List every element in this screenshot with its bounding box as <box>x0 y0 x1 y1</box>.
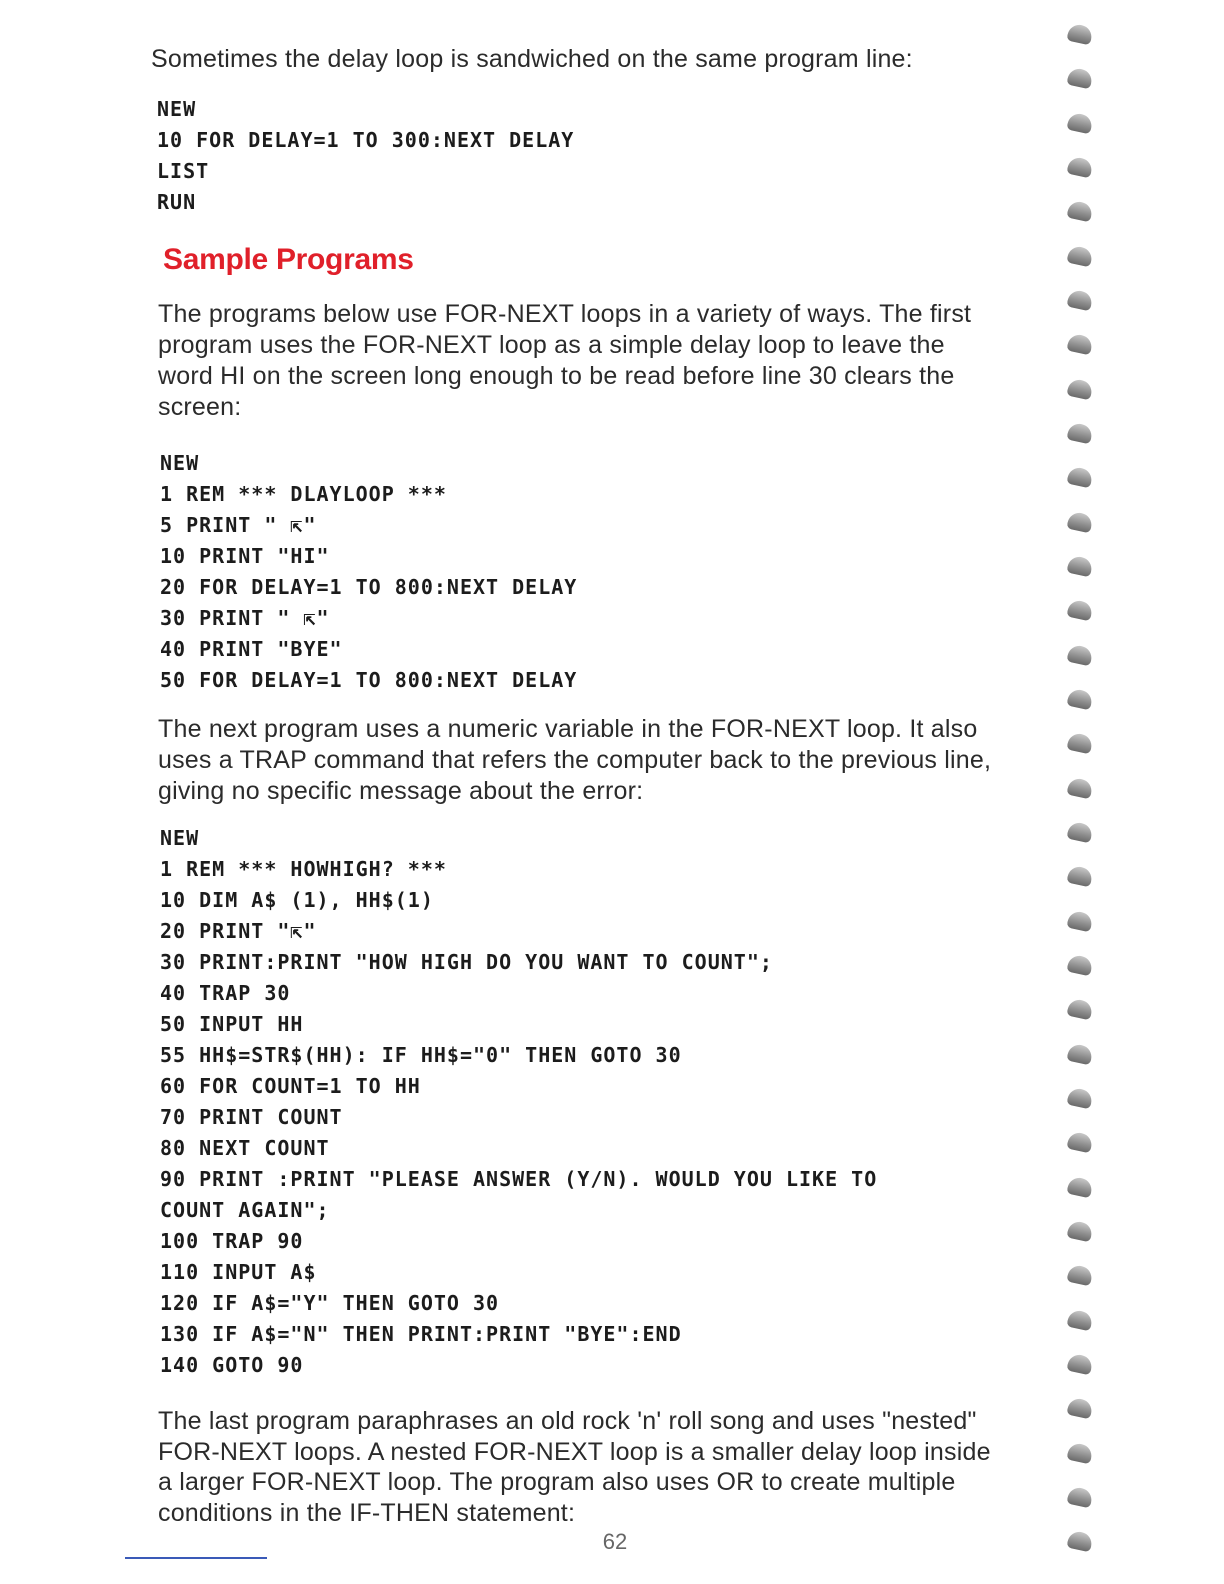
code-line: 110 INPUT A$ <box>160 1260 317 1284</box>
binding-ring-icon <box>1066 865 1093 888</box>
paragraph-3: The last program paraphrases an old rock 'n' roll song and uses "nested" FOR-NEXT loops. A nested FOR-NEXT loop is a smaller delay loop inside a larger FOR-NEXT loop. The program also uses OR to create multiple conditions in the IF-THEN statement: <box>158 1407 991 1527</box>
code-block-2 <box>160 448 577 696</box>
code-block-1 <box>157 94 574 218</box>
binding-ring-icon <box>1066 112 1093 135</box>
intro-text: Sometimes the delay loop is sandwiched on the same program line: <box>151 45 913 73</box>
code-line: 55 HH$=STR$(HH): IF HH$="0" THEN GOTO 30 <box>160 1043 682 1067</box>
binding-ring-icon <box>1066 422 1093 445</box>
binding-ring-icon <box>1066 1131 1093 1154</box>
binding-ring-icon <box>1066 599 1093 622</box>
binding-ring-icon <box>1066 23 1093 46</box>
binding-ring-icon <box>1066 1087 1093 1110</box>
binding-ring-icon <box>1066 555 1093 578</box>
binding-ring-icon <box>1066 200 1093 223</box>
binding-ring-icon <box>1066 732 1093 755</box>
code-line: 140 GOTO 90 <box>160 1353 304 1377</box>
binding-ring-icon <box>1066 67 1093 90</box>
code-line: 1 REM *** DLAYLOOP *** <box>160 482 447 506</box>
code-line: 120 IF A$="Y" THEN GOTO 30 <box>160 1291 500 1315</box>
code-line: 80 NEXT COUNT <box>160 1136 330 1160</box>
code-line: 100 TRAP 90 <box>160 1229 304 1253</box>
code-line: 30 PRINT " ⇱" <box>160 606 330 630</box>
binding-ring-icon <box>1066 1530 1093 1553</box>
binding-ring-icon <box>1066 1353 1093 1376</box>
binding-ring-icon <box>1066 466 1093 489</box>
section-heading: Sample Programs <box>163 243 414 276</box>
binding-ring-icon <box>1066 998 1093 1021</box>
binding-ring-icon <box>1066 245 1093 268</box>
code-line: 1 REM *** HOWHIGH? *** <box>160 857 447 881</box>
code-line: 130 IF A$="N" THEN PRINT:PRINT "BYE":END <box>160 1322 682 1346</box>
code-line: 30 PRINT:PRINT "HOW HIGH DO YOU WANT TO COUNT"; <box>160 950 773 974</box>
binding-ring-icon <box>1066 910 1093 933</box>
binding-ring-icon <box>1066 821 1093 844</box>
code-line: 50 FOR DELAY=1 TO 800:NEXT DELAY <box>160 668 578 692</box>
binding-ring-icon <box>1066 954 1093 977</box>
binding-ring-icon <box>1066 511 1093 534</box>
spiral-binding <box>1062 20 1102 1560</box>
binding-ring-icon <box>1066 156 1093 179</box>
code-line: 20 FOR DELAY=1 TO 800:NEXT DELAY <box>160 575 578 599</box>
code-line: 10 DIM A$ (1), HH$(1) <box>160 888 434 912</box>
binding-ring-icon <box>1066 289 1093 312</box>
code-line: 10 FOR DELAY=1 TO 300:NEXT DELAY <box>157 128 575 152</box>
code-line: COUNT AGAIN"; <box>160 1198 330 1222</box>
code-line: 40 PRINT "BYE" <box>160 637 343 661</box>
binding-ring-icon <box>1066 644 1093 667</box>
code-line: 50 INPUT HH <box>160 1012 304 1036</box>
paragraph-1: The programs below use FOR-NEXT loops in a variety of ways. The first program uses the FOR-NEXT loop as a simple delay loop to leave the word HI on the screen long enough to be read before line 30 clears the screen: <box>158 300 972 421</box>
code-line: 60 FOR COUNT=1 TO HH <box>160 1074 421 1098</box>
code-line: 70 PRINT COUNT <box>160 1105 343 1129</box>
binding-ring-icon <box>1066 777 1093 800</box>
code-line: 10 PRINT "HI" <box>160 544 330 568</box>
binding-ring-icon <box>1066 1486 1093 1509</box>
binding-ring-icon <box>1066 1397 1093 1420</box>
code-line: 40 TRAP 30 <box>160 981 291 1005</box>
binding-ring-icon <box>1066 333 1093 356</box>
code-line: NEW <box>157 97 197 121</box>
code-line: NEW <box>160 451 200 475</box>
paragraph-2: The next program uses a numeric variable in the FOR-NEXT loop. It also uses a TRAP command that refers the computer back to the previous line, giving no specific message about the error: <box>158 715 992 805</box>
binding-ring-icon <box>1066 1309 1093 1332</box>
code-block-3 <box>160 823 877 1381</box>
code-line: 90 PRINT :PRINT "PLEASE ANSWER (Y/N). WOULD YOU LIKE TO <box>160 1167 878 1191</box>
binding-ring-icon <box>1066 378 1093 401</box>
footnote-rule <box>125 1557 267 1559</box>
binding-ring-icon <box>1066 1043 1093 1066</box>
binding-ring-icon <box>1066 1264 1093 1287</box>
code-line: NEW <box>160 826 200 850</box>
code-line: RUN <box>157 190 197 214</box>
code-line: 20 PRINT "⇱" <box>160 919 317 943</box>
code-line: 5 PRINT " ⇱" <box>160 513 317 537</box>
binding-ring-icon <box>1066 1220 1093 1243</box>
binding-ring-icon <box>1066 688 1093 711</box>
binding-ring-icon <box>1066 1442 1093 1465</box>
binding-ring-icon <box>1066 1176 1093 1199</box>
code-line: LIST <box>157 159 210 183</box>
page-number: 62 <box>602 1529 628 1554</box>
